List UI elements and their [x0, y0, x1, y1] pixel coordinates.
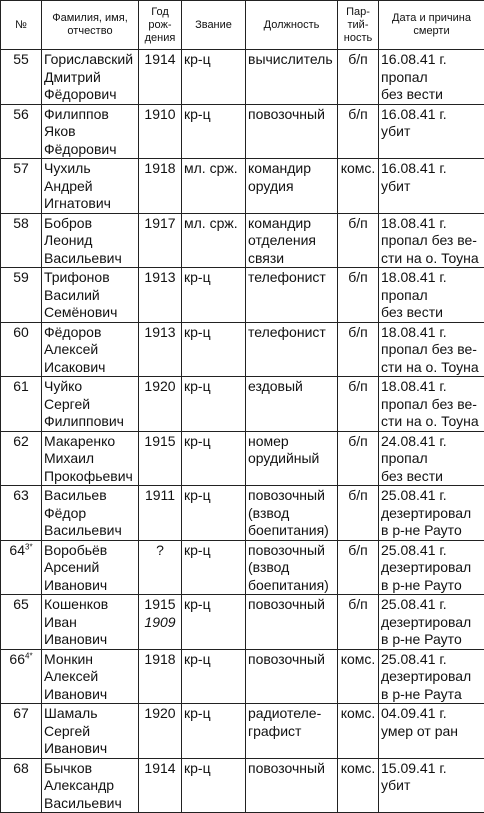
birth-year	[139, 268, 182, 323]
death-info	[379, 486, 484, 541]
full-name-text: Гориславский Дмитрий Фёдорович	[44, 51, 136, 104]
rank-text: мл. срж.	[184, 160, 243, 178]
party	[338, 159, 379, 214]
row-number	[1, 322, 42, 377]
table-row	[1, 159, 484, 214]
birth-year-text: 1920	[141, 378, 179, 396]
rank	[182, 159, 246, 214]
table-row	[1, 268, 484, 323]
death-info-text: 16.08.41 г. убит	[381, 106, 482, 141]
party-text: комс.	[340, 705, 376, 723]
table-row	[1, 104, 484, 159]
birth-year	[139, 758, 182, 813]
death-info-text: 18.08.41 г. пропал без ве- сти на о. Тоуна	[381, 215, 482, 268]
rank-text: кр-ц	[184, 705, 243, 723]
full-name	[42, 595, 139, 650]
full-name-text: Фёдоров Алексей Исакович	[44, 324, 136, 377]
table-row	[1, 649, 484, 704]
party	[338, 50, 379, 105]
row-number-text: 64	[9, 542, 25, 558]
full-name-text: Трифонов Василий Семёнович	[44, 269, 136, 322]
footnote-mark: 4*	[25, 651, 33, 660]
row-number-text: 58	[13, 215, 29, 231]
death-info-text: 15.09.41 г. убит	[381, 760, 482, 795]
birth-year	[139, 431, 182, 486]
full-name	[42, 322, 139, 377]
party-text: б/п	[340, 596, 376, 614]
position	[246, 268, 338, 323]
party	[338, 322, 379, 377]
header-party: Пар- тий- ность	[338, 1, 379, 50]
row-number	[1, 213, 42, 268]
birth-year	[139, 540, 182, 595]
rank	[182, 104, 246, 159]
party-text: б/п	[340, 324, 376, 342]
death-info-text: 16.08.41 г. убит	[381, 160, 482, 195]
full-name-text: Макаренко Михаил Прокофьевич	[44, 433, 136, 486]
death-info	[379, 50, 484, 105]
header-num: №	[1, 1, 42, 50]
position	[246, 213, 338, 268]
rank-text: кр-ц	[184, 596, 243, 614]
position-text: номер орудийный	[248, 433, 335, 468]
position-text: вычислитель	[248, 51, 335, 69]
table-row	[1, 322, 484, 377]
row-number-text: 63	[13, 487, 29, 503]
position-text: командир отделения связи	[248, 215, 335, 268]
table-row	[1, 540, 484, 595]
position-text: повозочный	[248, 760, 335, 778]
death-info-text: 25.08.41 г. дезертировал в р-не Раута	[381, 651, 482, 704]
row-number-text: 60	[13, 324, 29, 340]
header-rank: Звание	[182, 1, 246, 50]
full-name	[42, 377, 139, 432]
full-name	[42, 758, 139, 813]
party-text: б/п	[340, 269, 376, 287]
rank-text: кр-ц	[184, 106, 243, 124]
position	[246, 322, 338, 377]
full-name	[42, 704, 139, 759]
full-name	[42, 268, 139, 323]
position	[246, 486, 338, 541]
party-text: комс.	[340, 760, 376, 778]
party-text: б/п	[340, 542, 376, 560]
full-name-text: Чухиль Андрей Игнатович	[44, 160, 136, 213]
birth-year	[139, 649, 182, 704]
party-text: комс.	[340, 651, 376, 669]
death-info	[379, 704, 484, 759]
death-info	[379, 104, 484, 159]
header-name: Фамилия, имя, отчество	[42, 1, 139, 50]
row-number-text: 68	[13, 760, 29, 776]
party	[338, 758, 379, 813]
party	[338, 704, 379, 759]
death-info-text: 18.08.41 г. пропал без вести	[381, 269, 482, 322]
rank	[182, 486, 246, 541]
full-name	[42, 486, 139, 541]
party	[338, 649, 379, 704]
birth-year-text: 1920	[141, 705, 179, 723]
position-text: повозочный	[248, 596, 335, 614]
header-row	[1, 1, 484, 50]
row-number	[1, 595, 42, 650]
row-number-text: 65	[13, 596, 29, 612]
rank	[182, 758, 246, 813]
position-text: телефонист	[248, 269, 335, 287]
rank-text: кр-ц	[184, 487, 243, 505]
row-number	[1, 486, 42, 541]
table-row	[1, 50, 484, 105]
birth-year	[139, 486, 182, 541]
position	[246, 595, 338, 650]
full-name-text: Филиппов Яков Фёдорович	[44, 106, 136, 159]
death-info	[379, 322, 484, 377]
party	[338, 104, 379, 159]
full-name-text: Бобров Леонид Васильевич	[44, 215, 136, 268]
row-number	[1, 377, 42, 432]
rank-text: кр-ц	[184, 269, 243, 287]
birth-year-text: 1915	[141, 433, 179, 451]
table-row	[1, 486, 484, 541]
death-info-text: 25.08.41 г. дезертировал в р-не Рауто	[381, 542, 482, 595]
header-year: Год рож- дения	[139, 1, 182, 50]
birth-year	[139, 595, 182, 650]
rank	[182, 649, 246, 704]
full-name	[42, 649, 139, 704]
party-text: б/п	[340, 433, 376, 451]
rank	[182, 431, 246, 486]
party	[338, 268, 379, 323]
position-text: повозочный (взвод боепитания)	[248, 542, 335, 595]
death-info-text: 24.08.41 г. пропал без вести	[381, 433, 482, 486]
row-number-text: 59	[13, 269, 29, 285]
row-number	[1, 758, 42, 813]
birth-year-text: 1910	[141, 106, 179, 124]
table-row	[1, 595, 484, 650]
row-number	[1, 540, 42, 595]
position-text: радиотеле- графист	[248, 705, 335, 740]
row-number-text: 66	[9, 651, 25, 667]
position-text: повозочный	[248, 106, 335, 124]
rank	[182, 213, 246, 268]
death-info	[379, 431, 484, 486]
table-row	[1, 377, 484, 432]
death-info-text: 18.08.41 г. пропал без ве- сти на о. Тоуна	[381, 378, 482, 431]
birth-year-text: 1913	[141, 269, 179, 287]
full-name-text: Васильев Фёдор Васильевич	[44, 487, 136, 540]
death-info	[379, 595, 484, 650]
table-row	[1, 704, 484, 759]
rank-text: кр-ц	[184, 433, 243, 451]
row-number-text: 62	[13, 433, 29, 449]
party	[338, 431, 379, 486]
row-number-text: 61	[13, 378, 29, 394]
rank-text: кр-ц	[184, 760, 243, 778]
position	[246, 540, 338, 595]
party-text: комс.	[340, 160, 376, 178]
position	[246, 377, 338, 432]
death-info	[379, 758, 484, 813]
rank	[182, 540, 246, 595]
row-number-text: 57	[13, 160, 29, 176]
birth-year	[139, 322, 182, 377]
full-name	[42, 159, 139, 214]
row-number	[1, 704, 42, 759]
birth-year-text: 1913	[141, 324, 179, 342]
full-name-text: Воробьёв Арсений Иванович	[44, 542, 136, 595]
position-text: телефонист	[248, 324, 335, 342]
party	[338, 486, 379, 541]
party-text: б/п	[340, 51, 376, 69]
death-info	[379, 649, 484, 704]
full-name-text: Чуйко Сергей Филиппович	[44, 378, 136, 431]
rank	[182, 268, 246, 323]
rank	[182, 50, 246, 105]
position	[246, 104, 338, 159]
party-text: б/п	[340, 215, 376, 233]
table-body	[1, 50, 484, 813]
birth-year-text: 1918	[141, 160, 179, 178]
position	[246, 50, 338, 105]
full-name-text: Бычков Александр Васильевич	[44, 760, 136, 813]
position-text: повозочный (взвод боепитания)	[248, 487, 335, 540]
header-position: Должность	[246, 1, 338, 50]
row-number	[1, 431, 42, 486]
rank	[182, 704, 246, 759]
death-info	[379, 159, 484, 214]
party	[338, 595, 379, 650]
footnote-mark: 3*	[25, 542, 33, 551]
row-number-text: 55	[13, 51, 29, 67]
position	[246, 758, 338, 813]
position-text: командир орудия	[248, 160, 335, 195]
birth-year-text: 1915	[141, 596, 179, 614]
rank-text: кр-ц	[184, 542, 243, 560]
rank	[182, 595, 246, 650]
death-info	[379, 213, 484, 268]
row-number	[1, 649, 42, 704]
death-info	[379, 540, 484, 595]
full-name	[42, 431, 139, 486]
full-name	[42, 540, 139, 595]
rank	[182, 322, 246, 377]
death-info-text: 04.09.41 г. умер от ран	[381, 705, 482, 740]
birth-year-text: 1917	[141, 215, 179, 233]
row-number	[1, 268, 42, 323]
position-text: ездовый	[248, 378, 335, 396]
rank-text: кр-ц	[184, 51, 243, 69]
birth-year-alt: 1909	[141, 614, 179, 632]
birth-year	[139, 159, 182, 214]
rank	[182, 377, 246, 432]
position	[246, 704, 338, 759]
birth-year	[139, 50, 182, 105]
birth-year-text: 1911	[141, 487, 179, 505]
position	[246, 431, 338, 486]
birth-year-text: 1918	[141, 651, 179, 669]
party-text: б/п	[340, 106, 376, 124]
death-info	[379, 268, 484, 323]
full-name	[42, 213, 139, 268]
full-name-text: Монкин Алексей Иванович	[44, 651, 136, 704]
full-name-text: Кошенков Иван Иванович	[44, 596, 136, 649]
birth-year-text: 1914	[141, 760, 179, 778]
death-info-text: 25.08.41 г. дезертировал в р-не Рауто	[381, 596, 482, 649]
birth-year-text: ?	[141, 542, 179, 560]
birth-year-text: 1914	[141, 51, 179, 69]
rank-text: кр-ц	[184, 378, 243, 396]
full-name-text: Шамаль Сергей Иванович	[44, 705, 136, 758]
party	[338, 540, 379, 595]
position	[246, 649, 338, 704]
row-number-text: 56	[13, 106, 29, 122]
birth-year	[139, 104, 182, 159]
birth-year	[139, 213, 182, 268]
position	[246, 159, 338, 214]
row-number	[1, 159, 42, 214]
row-number-text: 67	[13, 705, 29, 721]
full-name	[42, 104, 139, 159]
table-row	[1, 213, 484, 268]
table-row	[1, 431, 484, 486]
position-text: повозочный	[248, 651, 335, 669]
table-row	[1, 758, 484, 813]
party-text: б/п	[340, 487, 376, 505]
party	[338, 213, 379, 268]
birth-year	[139, 704, 182, 759]
rank-text: кр-ц	[184, 324, 243, 342]
rank-text: кр-ц	[184, 651, 243, 669]
row-number	[1, 50, 42, 105]
header-death: Дата и причина смерти	[379, 1, 484, 50]
birth-year	[139, 377, 182, 432]
party-text: б/п	[340, 378, 376, 396]
death-info-text: 25.08.41 г. дезертировал в р-не Рауто	[381, 487, 482, 540]
row-number	[1, 104, 42, 159]
death-info	[379, 377, 484, 432]
party	[338, 377, 379, 432]
rank-text: мл. срж.	[184, 215, 243, 233]
full-name	[42, 50, 139, 105]
death-info-text: 16.08.41 г. пропал без вести	[381, 51, 482, 104]
death-info-text: 18.08.41 г. пропал без ве- сти на о. Тоуна	[381, 324, 482, 377]
